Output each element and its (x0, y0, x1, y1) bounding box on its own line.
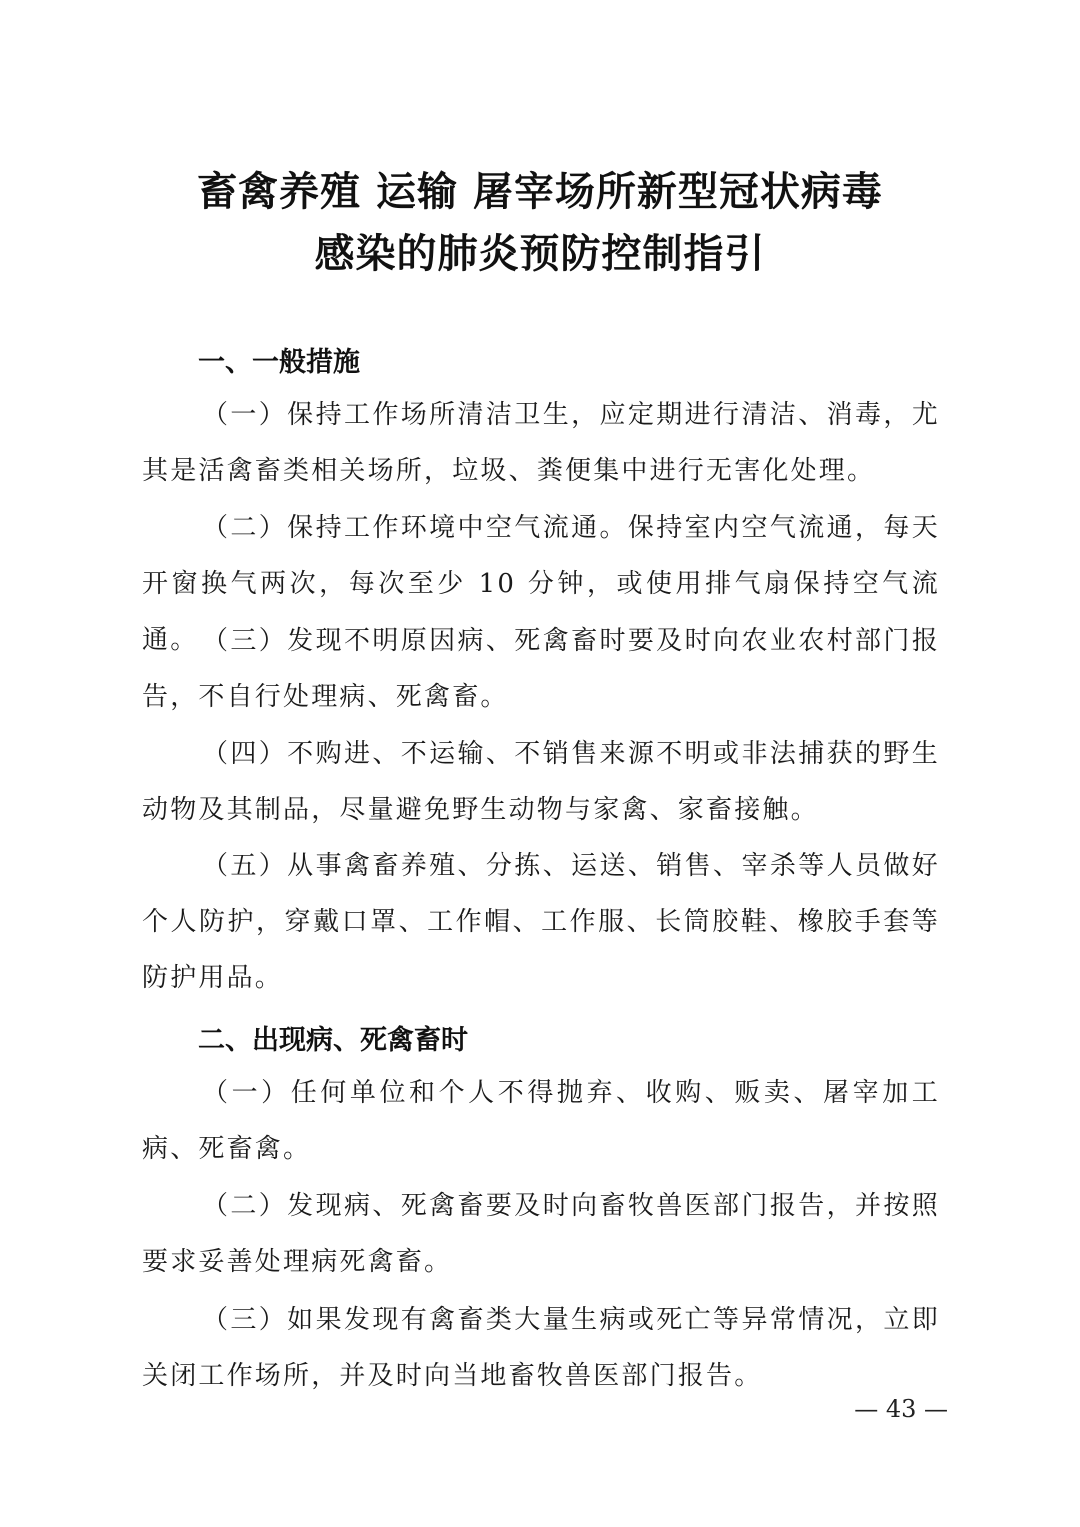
section-heading-sick-dead-livestock: 二、出现病、死禽畜时 (198, 1025, 468, 1056)
paragraph-1-4: （四）不购进、不运输、不销售来源不明或非法捕获的野生动物及其制品，尽量避免野生动物与家禽、家畜接触。 (142, 739, 940, 825)
paragraph-1-1: （一）保持工作场所清洁卫生，应定期进行清洁、消毒，尤其是活禽畜类相关场所，垃圾、粪便集中进行无害化处理。 (142, 400, 940, 486)
paragraph-1-2: （二）保持工作环境中空气流通。保持室内空气流通，每天开窗换气两次，每次至少 10 分钟，或使用排气扇保持空气流通。 (142, 513, 940, 655)
paragraph-2-3: （三）如果发现有禽畜类大量生病或死亡等异常情况，立即关闭工作场所，并及时向当地畜牧兽医部门报告。 (142, 1305, 940, 1391)
paragraph-2-1: （一）任何单位和个人不得抛弃、收购、贩卖、屠宰加工病、死畜禽。 (142, 1078, 940, 1164)
section-heading-general-measures: 一、一般措施 (198, 347, 360, 378)
paragraph-2-2: （二）发现病、死禽畜要及时向畜牧兽医部门报告，并按照要求妥善处理病死禽畜。 (142, 1191, 940, 1277)
paragraph-1-5: （五）从事禽畜养殖、分拣、运送、销售、宰杀等人员做好个人防护，穿戴口罩、工作帽、工作服、长筒胶鞋、橡胶手套等防护用品。 (142, 851, 940, 993)
document-title-line-2: 感染的肺炎预防控制指引 (314, 231, 766, 277)
page-number: — 43 — (854, 1395, 948, 1423)
paragraph-1-3: （三）发现不明原因病、死禽畜时要及时向农业农村部门报告，不自行处理病、死禽畜。 (142, 626, 940, 712)
document-title-line-1: 畜禽养殖 运输 屠宰场所新型冠状病毒 (197, 169, 883, 215)
